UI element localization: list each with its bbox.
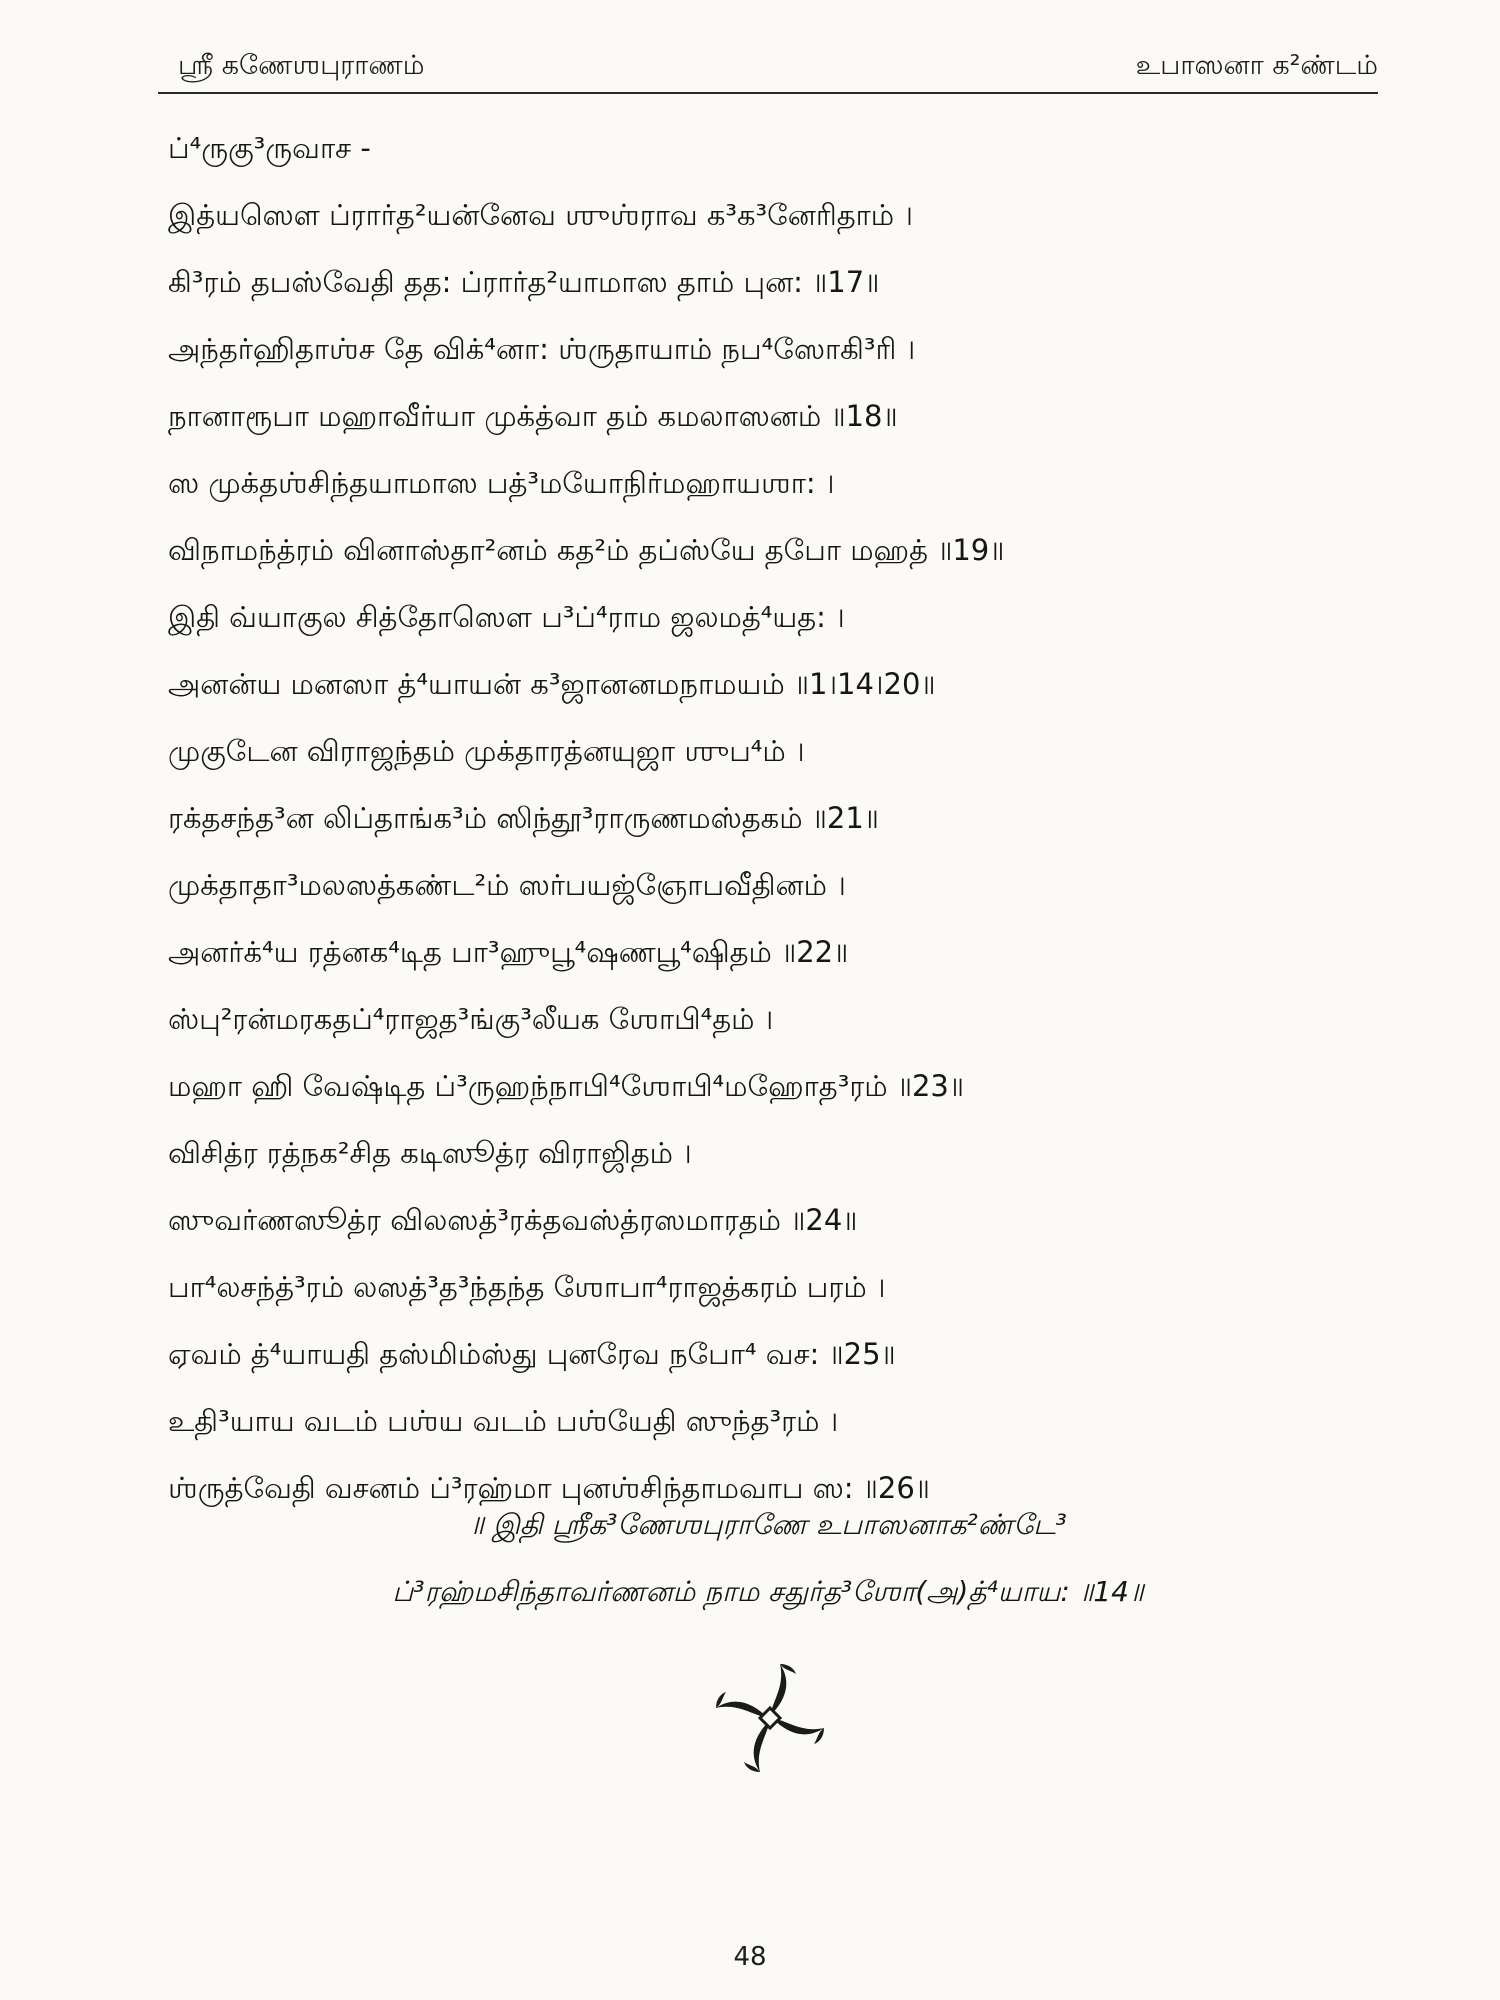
- verse-list: [168, 128, 1288, 1535]
- verse-line: ஸுவர்ணஸூத்ர விலஸத்³ரக்தவஸ்த்ரஸமாரதம் ॥24॥: [168, 1203, 858, 1237]
- verse-line: முகுடேன விராஜந்தம் முக்தாரத்னயுஜா ஶுப⁴ம் ।: [168, 734, 805, 768]
- verse-line: இத்யஸௌ ப்ரார்த²யன்னேவ ஶுஶ்ராவ க³க³னேரிதாம் ।: [168, 198, 913, 232]
- chapter-colophon-line-1: ॥ இதி ஶ்ரீக³ணேஶபுராணே உபாஸனாக²ண்டே³: [469, 1508, 1067, 1541]
- verse-line: ஸ முக்தஶ்சிந்தயாமாஸ பத்³மயோநிர்மஹாயஶா꞉ ।: [168, 466, 835, 500]
- verse-line: முக்தாதா³மலஸத்கண்ட²ம் ஸர்பயஜ்ஞோபவீதினம் ।: [168, 868, 846, 902]
- chapter-colophon-line-2: ப்³ரஹ்மசிந்தாவர்ணனம் நாம சதுர்த³ஶோ(அ)த்⁴யாய꞉ ॥14॥: [392, 1575, 1144, 1608]
- page-number: 48: [733, 1942, 767, 1972]
- verse-line: இதி வ்யாகுல சித்தோஸௌ ப³ப்⁴ராம ஜலமத்⁴யத꞉ ।: [168, 600, 845, 634]
- verse-line: ரக்தசந்த³ன லிப்தாங்க³ம் ஸிந்தூ³ராருணமஸ்தகம் ॥21॥: [168, 801, 879, 835]
- verse-line: பா⁴லசந்த்³ரம் லஸத்³த³ந்தந்த ஶோபா⁴ராஜத்கரம் பரம் ।: [168, 1270, 886, 1304]
- verse-line: ஶ்ருத்வேதி வசனம் ப்³ரஹ்மா புனஶ்சிந்தாமவாப ஸ꞉ ॥26॥: [168, 1471, 930, 1505]
- verse-line: நானாரூபா மஹாவீர்யா முக்த்வா தம் கமலாஸனம் ॥18॥: [168, 399, 898, 433]
- verse-line: அனன்ய மனஸா த்⁴யாயன் க³ஜானனமநாமயம் ॥1।14।20॥: [168, 667, 936, 701]
- verse-line: அந்தர்ஹிதாஶ்ச தே விக்⁴னா꞉ ஶ்ருதாயாம் நப⁴ஸோகி³ரி ।: [168, 332, 916, 366]
- verse-line: அனர்க்⁴ய ரத்னக⁴டித பா³ஹுபூ⁴ஷணபூ⁴ஷிதம் ॥22॥: [168, 935, 849, 969]
- book-title: ஸ்ரீ கணேஶபுராணம்: [178, 50, 425, 81]
- verse-line: உதி³யாய வடம் பஶ்ய வடம் பஶ்யேதி ஸுந்த³ரம் ।: [168, 1404, 839, 1438]
- page-header: [158, 42, 1378, 94]
- verse-line: விசித்ர ரத்நக²சித கடிஸூத்ர விராஜிதம் ।: [168, 1136, 692, 1170]
- verse-line: ஸ்பு²ரன்மரகதப்⁴ராஜத³ங்கு³லீயக ஶோபி⁴தம் ।: [168, 1002, 774, 1036]
- verse-line: விநாமந்த்ரம் வினாஸ்தா²னம் கத²ம் தப்ஸ்யே தபோ மஹத் ॥19॥: [168, 533, 1005, 567]
- decorative-swastika-ornament-icon: [710, 1658, 830, 1778]
- verse-line: ஏவம் த்⁴யாயதி தஸ்மிம்ஸ்து புனரேவ நபோ⁴ வச꞉ ॥25॥: [168, 1337, 896, 1371]
- verse-line: ப்⁴ருகு³ருவாச -: [168, 131, 371, 165]
- verse-line: மஹா ஹி வேஷ்டித ப்³ருஹந்நாபி⁴ஶோபி⁴மஹோத³ரம் ॥23॥: [168, 1069, 964, 1103]
- section-title: உபாஸனா க²ண்டம்: [1135, 50, 1378, 81]
- verse-line: கி³ரம் தபஸ்வேதி தத꞉ ப்ரார்த²யாமாஸ தாம் புன꞉ ॥17॥: [168, 265, 880, 299]
